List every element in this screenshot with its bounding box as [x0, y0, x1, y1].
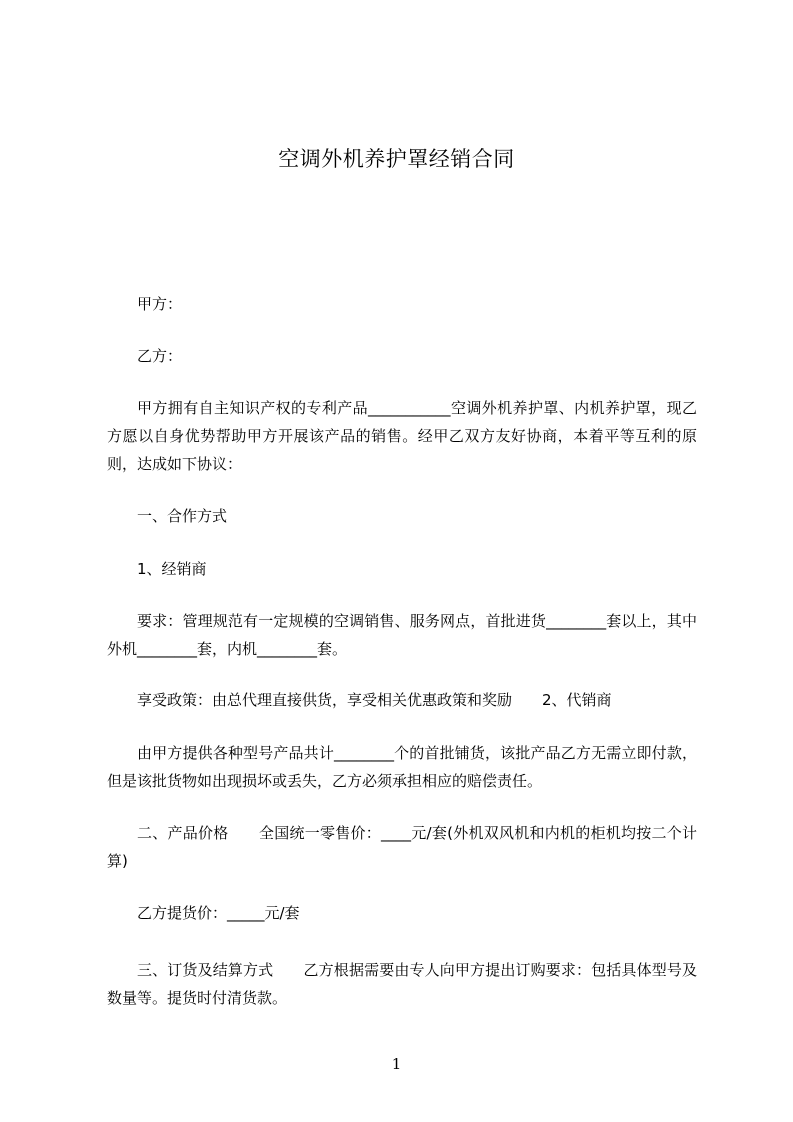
- page-number: 1: [391, 1055, 402, 1073]
- requirements-paragraph: 要求：管理规范有一定规模的空调销售、服务网点，首批进货________套以上，其中外机________套，内机________套。: [107, 612, 697, 658]
- party-a-label: 甲方：: [137, 295, 183, 313]
- consignment-paragraph: 由甲方提供各种型号产品共计________个的首批铺货，该批产品乙方无需立即付款，但是该批货物如出现损坏或丢失，乙方必须承担相应的赔偿责任。: [107, 744, 697, 790]
- section-2-price: 二、产品价格 全国统一零售价：____元/套(外机双风机和内机的柜机均按二个计算): [107, 824, 697, 870]
- party-b-label: 乙方：: [137, 347, 183, 365]
- pickup-price: 乙方提货价：_____元/套: [137, 904, 300, 922]
- document-title: 空调外机养护罩经销合同: [278, 147, 515, 171]
- intro-paragraph: 甲方拥有自主知识产权的专利产品___________空调外机养护罩、内机养护罩，现乙方愿以自身优势帮助甲方开展该产品的销售。经甲乙双方友好协商，本着平等互利的原则，达成如下协议：: [107, 399, 697, 473]
- section-1-item-1: 1、经销商: [137, 560, 207, 578]
- section-1-heading: 一、合作方式: [137, 507, 228, 525]
- policy-paragraph: 享受政策：由总代理直接供货，享受相关优惠政策和奖励 2、代销商: [137, 691, 612, 709]
- section-3-ordering: 三、订货及结算方式 乙方根据需要由专人向甲方提出订购要求：包括具体型号及数量等。提货时付清货款。: [107, 961, 697, 1007]
